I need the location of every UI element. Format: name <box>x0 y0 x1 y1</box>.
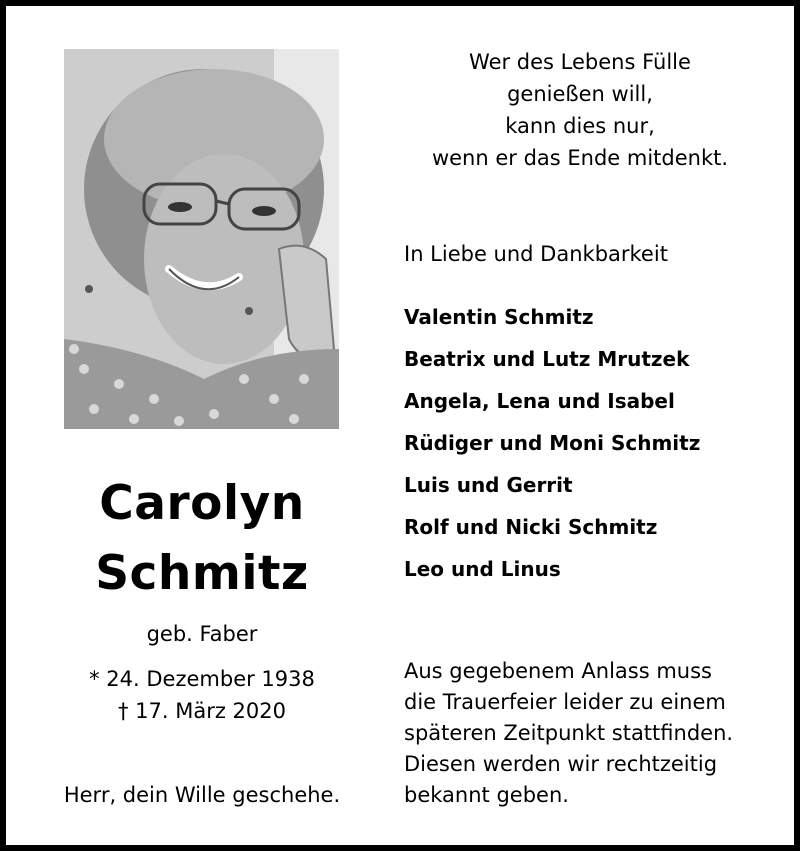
mourners-list <box>404 296 700 590</box>
funeral-notice <box>404 656 733 811</box>
notice-line: Aus gegebenem Anlass muss <box>404 659 712 683</box>
mourner-name: Rolf und Nicki Schmitz <box>404 515 658 539</box>
poem-line: Wer des Lebens Fülle <box>469 50 691 74</box>
notice-line: Diesen werden wir rechtzeitig <box>404 752 718 776</box>
dedication: In Liebe und Dankbarkeit <box>404 242 668 266</box>
mourner-name: Leo und Linus <box>404 557 561 581</box>
mourner-name: Beatrix und Lutz Mrutzek <box>404 347 690 371</box>
mourner-name: Luis und Gerrit <box>404 473 573 497</box>
deceased-last-name: Schmitz <box>95 546 309 601</box>
poem <box>396 46 764 174</box>
notice-line: späteren Zeitpunkt stattfinden. <box>404 721 734 745</box>
motto: Herr, dein Wille geschehe. <box>63 783 341 807</box>
notice-line: bekannt geben. <box>404 783 569 807</box>
death-date: † 17. März 2020 <box>117 699 286 723</box>
mourner-name: Rüdiger und Moni Schmitz <box>404 431 701 455</box>
portrait-photo <box>64 49 339 429</box>
poem-line: genießen will, <box>507 82 653 106</box>
birth-date: * 24. Dezember 1938 <box>89 667 315 691</box>
notice-line: die Trauerfeier leider zu einem <box>404 690 726 714</box>
deceased-first-name: Carolyn <box>99 476 305 531</box>
poem-line: kann dies nur, <box>505 114 655 138</box>
poem-line: wenn er das Ende mitdenkt. <box>431 146 729 170</box>
maiden-name: geb. Faber <box>146 622 258 646</box>
mourner-name: Angela, Lena und Isabel <box>404 389 675 413</box>
mourner-name: Valentin Schmitz <box>404 305 594 329</box>
